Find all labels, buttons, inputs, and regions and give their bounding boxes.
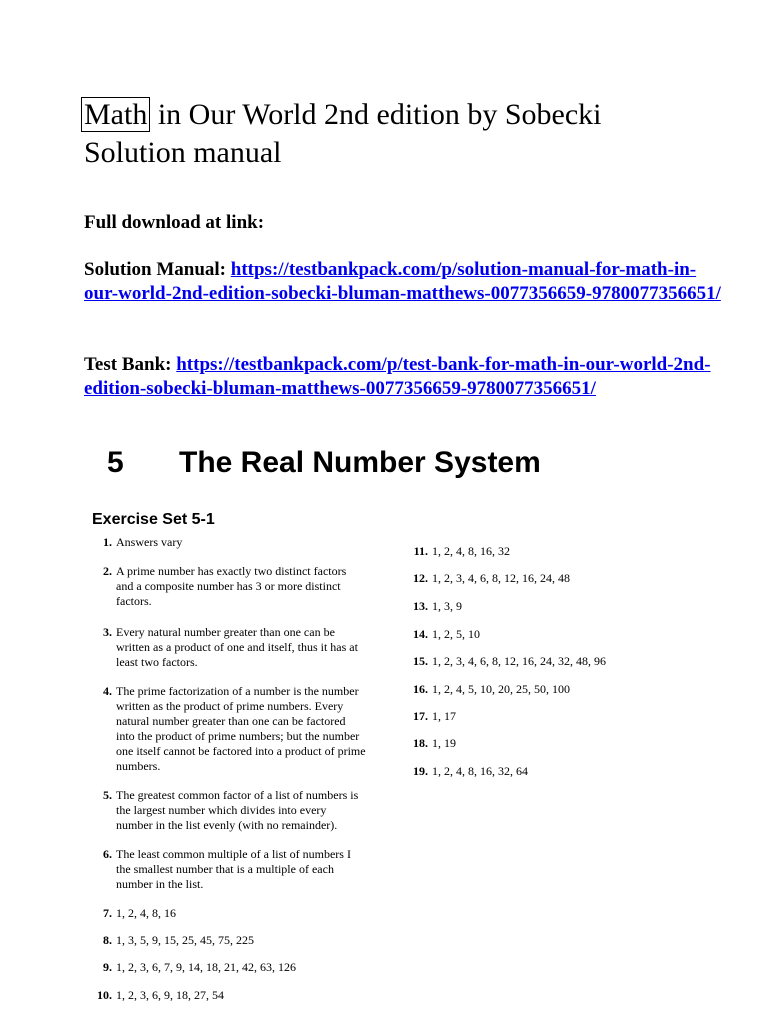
exercise-item	[398, 599, 762, 614]
exercise-answer: 1, 2, 4, 8, 16	[116, 906, 176, 920]
exercise-item	[82, 535, 366, 550]
exercise-item	[82, 847, 366, 892]
exercise-number: 7.	[103, 906, 112, 920]
test-bank-line	[84, 353, 724, 401]
exercise-number: 11.	[413, 544, 428, 558]
exercise-item	[82, 988, 366, 1003]
exercise-answer: The greatest common factor of a list of numbers is the largest number which divides into every number in the list evenly (with no remainder).	[116, 788, 359, 832]
exercise-number: 6.	[103, 847, 112, 861]
exercise-item	[82, 960, 366, 975]
chapter-heading	[107, 446, 541, 480]
exercise-number: 8.	[103, 933, 112, 947]
exercise-answer: 1, 3, 9	[432, 599, 462, 613]
exercise-answer: 1, 2, 4, 8, 16, 32	[432, 544, 510, 558]
exercise-number: 18.	[413, 736, 428, 750]
exercise-item	[398, 682, 762, 697]
exercise-item	[398, 736, 762, 751]
title-line-2: Solution manual	[84, 136, 282, 169]
exercise-answer: 1, 2, 4, 8, 16, 32, 64	[432, 764, 528, 778]
exercise-number: 4.	[103, 684, 112, 698]
exercise-item	[82, 564, 366, 609]
chapter-number: 5	[107, 446, 124, 479]
title-boxed-word: Math	[81, 97, 150, 132]
exercise-answer: 1, 19	[432, 736, 456, 750]
exercise-number: 14.	[413, 627, 428, 641]
exercise-answer: 1, 2, 4, 5, 10, 20, 25, 50, 100	[432, 682, 570, 696]
exercise-number: 17.	[413, 709, 428, 723]
exercise-answer: Answers vary	[116, 535, 183, 549]
exercise-item	[82, 788, 366, 833]
exercise-answer: The least common multiple of a list of numbers I the smallest number that is a multiple of each number in the list.	[116, 847, 351, 891]
solution-manual-label: Solution Manual:	[84, 259, 231, 280]
exercise-answer: Every natural number greater than one can be written as a product of one and itself, thus it has at least two factors.	[116, 625, 358, 669]
exercise-answer: 1, 2, 3, 4, 6, 8, 12, 16, 24, 32, 48, 96	[432, 654, 606, 668]
exercise-answer: 1, 17	[432, 709, 456, 723]
document-title	[84, 96, 744, 172]
exercise-number: 1.	[103, 535, 112, 549]
exercise-answer: The prime factorization of a number is the number written as the product of prime numbers. Every natural number greater than one can be factored into the product of prime numbers; but the number one itself cannot be factored into a product of prime numbers.	[116, 684, 366, 773]
exercise-number: 10.	[97, 988, 112, 1002]
exercise-number: 12.	[413, 571, 428, 585]
exercise-item	[82, 906, 366, 921]
exercise-number: 3.	[103, 625, 112, 639]
exercise-item	[398, 654, 762, 669]
exercise-answer: A prime number has exactly two distinct factors and a composite number has 3 or more distinct factors.	[116, 564, 347, 608]
section-title: Exercise Set 5-1	[92, 511, 215, 528]
exercise-item	[82, 625, 366, 670]
chapter-title: The Real Number System	[179, 446, 541, 479]
exercise-item	[82, 684, 366, 774]
exercise-item	[398, 709, 762, 724]
exercise-number: 9.	[103, 960, 112, 974]
exercise-item	[398, 764, 762, 779]
exercise-number: 13.	[413, 599, 428, 613]
exercise-number: 19.	[413, 764, 428, 778]
exercise-number: 15.	[413, 654, 428, 668]
exercise-item	[398, 544, 762, 559]
exercise-item	[82, 933, 366, 948]
test-bank-link[interactable]: https://testbankpack.com/p/test-bank-for-math-in-our-world-2nd-edition-sobecki-bluman-matthews-0077356659-9780077356651/	[84, 354, 711, 399]
exercise-number: 5.	[103, 788, 112, 802]
exercise-answer: 1, 2, 3, 4, 6, 8, 12, 16, 24, 48	[432, 571, 570, 585]
exercise-answer: 1, 2, 3, 6, 7, 9, 14, 18, 21, 42, 63, 126	[116, 960, 296, 974]
solution-manual-link[interactable]: https://testbankpack.com/p/solution-manual-for-math-in-our-world-2nd-edition-sobecki-bluman-matthews-0077356659-9780077356651/	[84, 259, 721, 304]
exercise-item	[398, 571, 762, 586]
exercise-item	[398, 627, 762, 642]
test-bank-label: Test Bank:	[84, 354, 177, 375]
exercise-answer: 1, 2, 3, 6, 9, 18, 27, 54	[116, 988, 224, 1002]
exercise-number: 16.	[413, 682, 428, 696]
download-line: Full download at link:	[84, 212, 265, 233]
exercise-answer: 1, 3, 5, 9, 15, 25, 45, 75, 225	[116, 933, 254, 947]
solution-manual-line	[84, 258, 724, 306]
title-rest: in Our World 2nd edition by Sobecki	[150, 98, 602, 131]
exercise-answer: 1, 2, 5, 10	[432, 627, 480, 641]
exercise-number: 2.	[103, 564, 112, 578]
